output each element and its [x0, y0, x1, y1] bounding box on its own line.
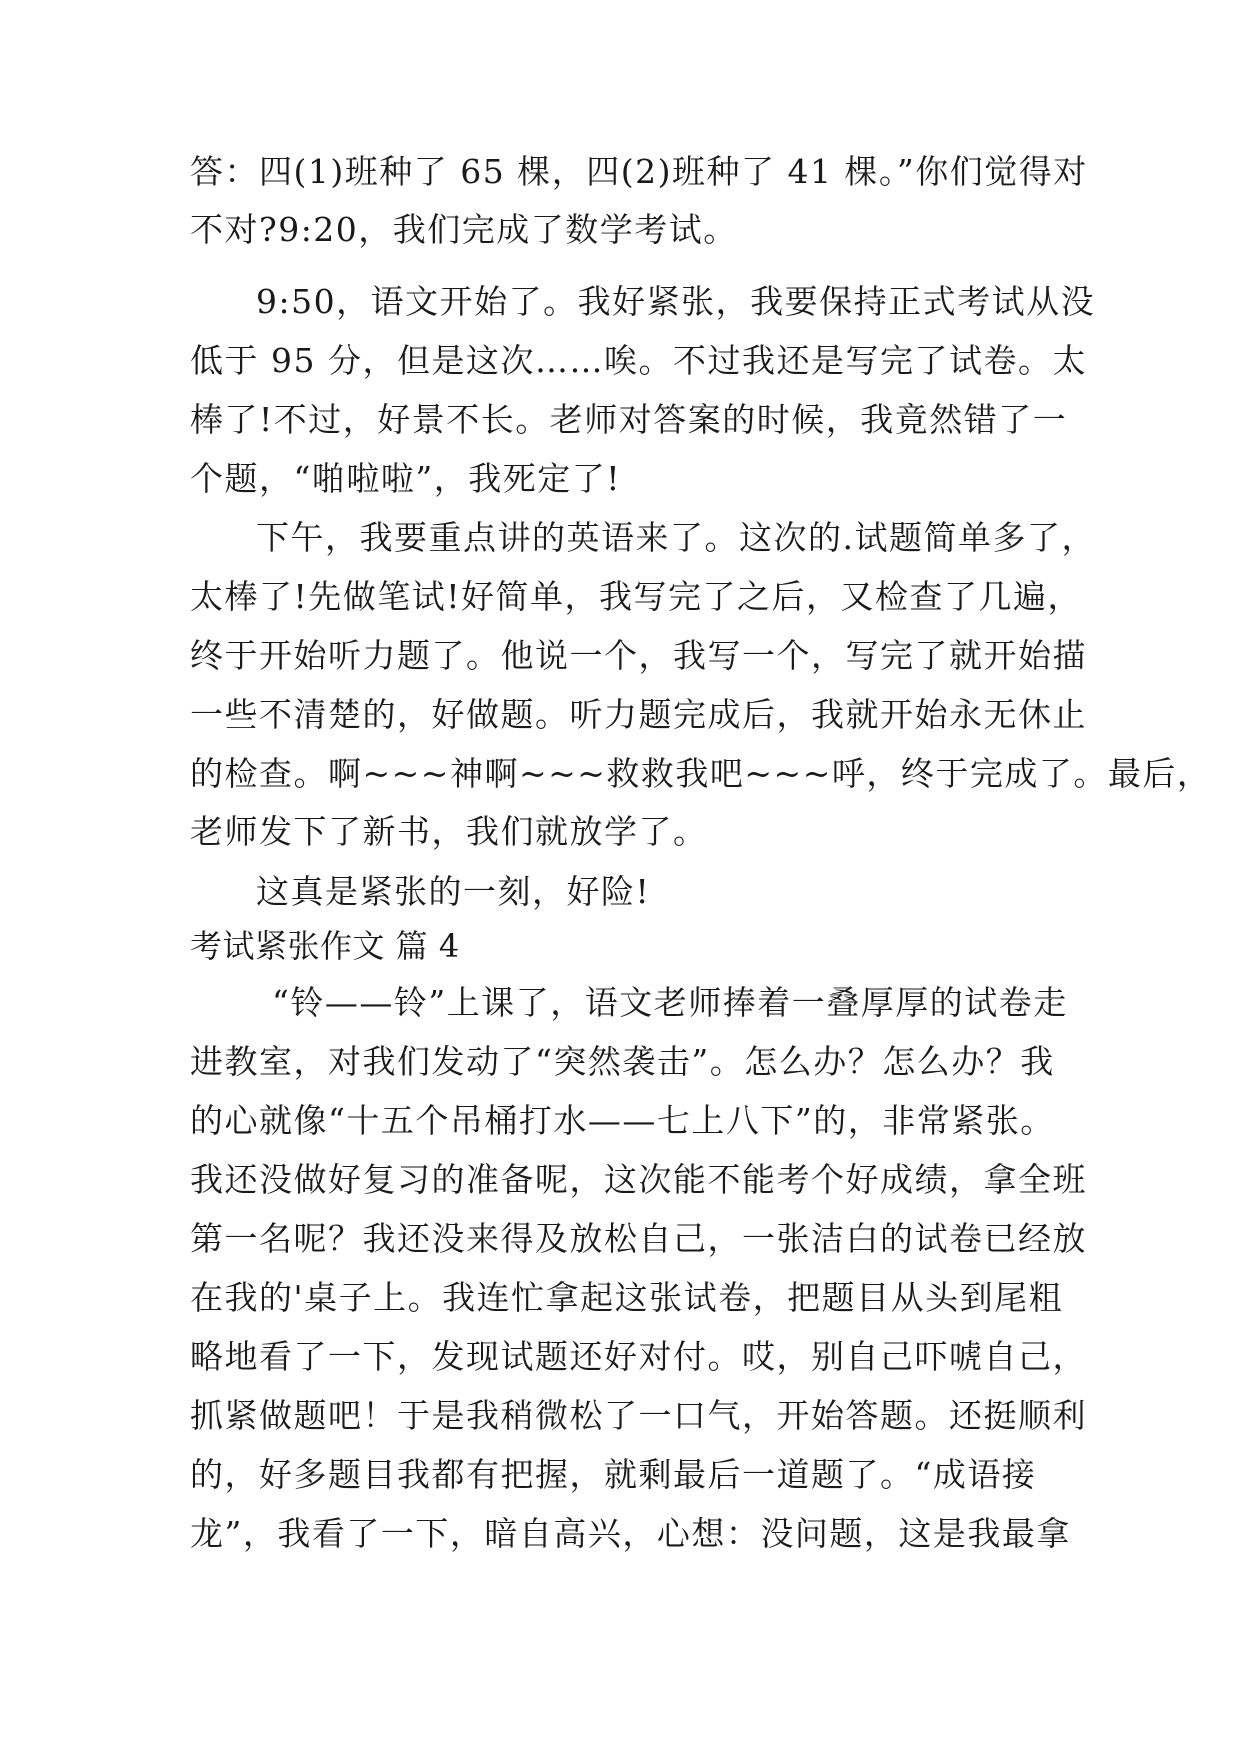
text-line: 略地看了一下，发现试题还好对付。哎，别自己吓唬自己， [190, 1337, 1087, 1376]
text-line: 进教室，对我们发动了“突然袭击”。怎么办？怎么办？我 [190, 1042, 1055, 1081]
text-line: 的检查。啊~~~神啊~~~救救我吧~~~呼，终于完成了。最后， [190, 754, 1212, 793]
text-line: 答：四(1)班种了 65 棵，四(2)班种了 41 棵。”你们觉得对 [190, 152, 1088, 191]
text-line: 下午，我要重点讲的英语来了。这次的.试题简单多了， [256, 518, 1096, 557]
text-line: 个题，“啪啦啦”，我死定了! [190, 459, 622, 498]
text-line: 终于开始听力题了。他说一个，我写一个，写完了就开始描 [190, 636, 1087, 675]
text-line: 我还没做好复习的准备呢，这次能不能考个好成绩，拿全班 [190, 1160, 1087, 1199]
text-line: 不对?9:20，我们完成了数学考试。 [190, 210, 738, 249]
text-line: “铃——铃”上课了，语文老师捧着一叠厚厚的试卷走 [272, 983, 1068, 1022]
text-line: 棒了!不过，好景不长。老师对答案的时候，我竟然错了一 [190, 400, 1068, 439]
text-line: 在我的'桌子上。我连忙拿起这张试卷，把题目从头到尾粗 [190, 1278, 1064, 1317]
text-line: 第一名呢？我还没来得及放松自己，一张洁白的试卷已经放 [190, 1219, 1087, 1258]
text-line: 9:50，语文开始了。我好紧张，我要保持正式考试从没 [256, 282, 1096, 321]
section-heading: 考试紧张作文 篇 4 [190, 927, 460, 965]
text-line: 老师发下了新书，我们就放学了。 [190, 812, 708, 851]
text-line: 这真是紧张的一刻，好险! [256, 872, 651, 911]
text-line: 一些不清楚的，好做题。听力题完成后，我就开始永无休止 [190, 695, 1087, 734]
text-line: 低于 95 分，但是这次……唉。不过我还是写完了试卷。太 [190, 341, 1087, 380]
text-line: 的，好多题目我都有把握，就剩最后一道题了。“成语接 [190, 1455, 1037, 1494]
text-line: 的心就像“十五个吊桶打水——七上八下”的，非常紧张。 [190, 1101, 1055, 1140]
text-line: 龙”，我看了一下，暗自高兴，心想：没问题，这是我最拿 [190, 1514, 1071, 1553]
text-line: 太棒了!先做笔试!好简单，我写完了之后，又检查了几遍， [190, 577, 1083, 616]
text-line: 抓紧做题吧！于是我稍微松了一口气，开始答题。还挺顺利 [190, 1396, 1087, 1435]
